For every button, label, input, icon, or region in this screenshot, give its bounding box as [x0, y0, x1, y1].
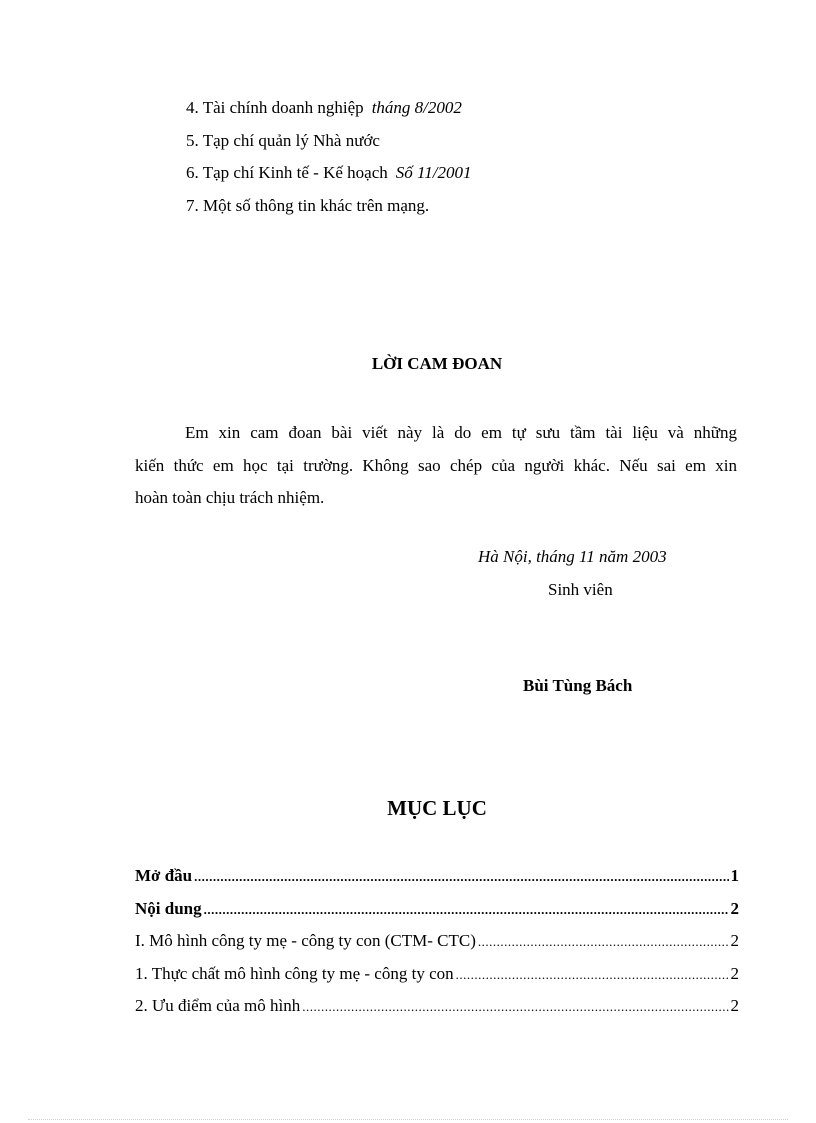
reference-item [186, 128, 471, 161]
toc-entry-label: I. Mô hình công ty mẹ - công ty con (CTM- CTC) [135, 931, 476, 950]
toc-leader-dots [478, 929, 729, 955]
reference-text: 7. Một số thông tin khác trên mạng. [186, 195, 430, 215]
toc-entry-page: 1 [730, 866, 739, 885]
toc-entry-label: Nội dung [135, 898, 202, 918]
declaration-line: Em xin cam đoan bài viết này là do em tự sưu tầm tài liệu và những [185, 423, 737, 442]
reference-text: 4. Tài chính doanh nghiệp [186, 98, 364, 117]
toc-leader-dots [204, 897, 729, 923]
toc-entry-page: 2 [730, 963, 739, 983]
toc-entry-page: 2 [730, 931, 739, 950]
reference-note: Số 11/2001 [395, 163, 472, 182]
toc-entry-label: Mở đầu [135, 866, 193, 885]
toc-leader-dots [456, 962, 729, 988]
toc-entry-label: 2. Ưu điểm của mô hình [135, 996, 301, 1015]
reference-text: 5. Tạp chí quản lý Nhà nước [186, 130, 380, 150]
signer-name: Bùi Tùng Bách [523, 676, 633, 695]
toc-entry [135, 961, 739, 994]
reference-text: 6. Tạp chí Kinh tế - Kế hoạch [186, 163, 388, 182]
declaration-title: LỜI CAM ĐOAN [371, 354, 503, 373]
toc-leader-dots [194, 864, 728, 890]
reference-item [186, 95, 471, 128]
reference-list [186, 95, 471, 225]
declaration-line: kiến thức em học tại trường. Không sao chép của người khác. Nếu sai em xin [135, 455, 737, 475]
toc-entry [135, 863, 739, 896]
toc-entry [135, 993, 739, 1026]
reference-item [186, 193, 471, 226]
signer-role: Sinh viên [548, 580, 613, 599]
toc-entry-label: 1. Thực chất mô hình công ty mẹ - công ty con [135, 963, 454, 983]
toc-leader-dots [302, 994, 728, 1020]
table-of-contents [135, 863, 739, 1026]
toc-entry [135, 896, 739, 929]
toc-entry-page: 2 [730, 898, 739, 918]
toc-title: MỤC LỤC [387, 796, 487, 820]
reference-item [186, 160, 471, 193]
declaration-line: hoàn toàn chịu trách nhiệm. [135, 488, 325, 507]
page-bottom-divider [28, 1119, 788, 1120]
toc-entry-page: 2 [730, 996, 739, 1015]
place-date: Hà Nội, tháng 11 năm 2003 [478, 547, 667, 566]
reference-note: tháng 8/2002 [371, 98, 462, 117]
declaration-paragraph [135, 417, 737, 515]
toc-entry [135, 928, 739, 961]
